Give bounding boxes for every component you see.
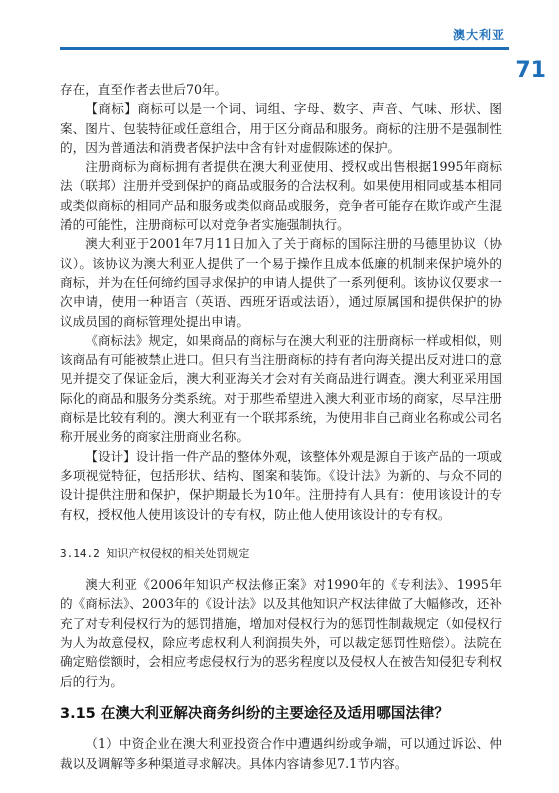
section-heading: 3.15 在澳大利亚解决商务纠纷的主要途径及适用哪国法律？ bbox=[60, 705, 449, 722]
paragraph: 注册商标为商标拥有者提供在澳大利亚使用、授权或出售根据1995年商标法（联邦）注册并受到保护的商品或服务的合法权利。如果使用相同或基本相同或类似商标的相同产品和服务或类似商品或服务，竞争者可能存在欺诈或产生混淆的可能性，注册商标可以对竞争者实施强制执行。 bbox=[60, 159, 502, 233]
header-rule bbox=[60, 47, 509, 50]
paragraph: 存在，直至作者去世后70年。 bbox=[60, 82, 228, 97]
subsection-heading: 3.14.2 知识产权侵权的相关处罚规定 bbox=[60, 546, 250, 560]
paragraph-design: 【设计】设计指一件产品的整体外观，该整体外观是源自于该产品的一项或多项视觉特征，包括形状、结构、图案和装饰。《设计法》为新的、与众不同的设计提供注册和保护，保护期最长为10年。注册持有人具有：使用该设计的专有权，授权他人使用该设计的专有权，防止他人使用该设计的专有权。 bbox=[60, 448, 502, 522]
running-header-title: 澳大利亚 bbox=[452, 28, 505, 42]
page-number: 71 bbox=[515, 58, 546, 83]
paragraph: 《商标法》规定，如果商品的商标与在澳大利亚的注册商标一样或相似，则该商品有可能被禁止进口。但只有当注册商标的持有者向海关提出反对进口的意见并提交了保证金后，澳大利亚海关才会对有关商品进行调查。澳大利亚采用国际化的商品和服务分类系统。对于那些希望进入澳大利亚市场的商家，尽早注册商标是比较有利的。澳大利亚有一个联邦系统，为使用非自己商业名称或公司名称开展业务的商家注册商业名称。 bbox=[60, 332, 502, 445]
paragraph-madrid-protocol: 澳大利亚于2001年7月11日加入了关于商标的国际注册的马德里协议（协议）。该协议为澳大利亚人提供了一个易于操作且成本低廉的机制来保护境外的商标，并为在任何缔约国寻求保护的申请人提供了一系列便利。该协议仅要求一次申请，使用一种语言（英语、西班牙语或法语），通过原属国和提供保护的协议成员国的商标管理处提出申请。 bbox=[60, 236, 502, 329]
paragraph-trademark: 【商标】商标可以是一个词、词组、字母、数字、声音、气味、形状、图案、图片、包装特征或任意组合，用于区分商品和服务。商标的注册不是强制性的，因为普通法和消费者保护法中含有针对虚假陈述的保护。 bbox=[60, 101, 502, 155]
paragraph: 澳大利亚《2006年知识产权法修正案》对1990年的《专利法》、1995年的《商标法》、2003年的《设计法》以及其他知识产权法律做了大幅修改，还补充了对专利侵权行为的惩罚措施，增加对侵权行为的惩罚性制裁规定（如侵权行为人为故意侵权，除应考虑权利人利润损失外，可以裁定惩罚性赔偿）。法院在确定赔偿额时，会相应考虑侵权行为的恶劣程度以及侵权人在被告知侵犯专利权后的行为。 bbox=[60, 577, 502, 689]
page-body bbox=[60, 80, 502, 773]
paragraph: （1）中资企业在澳大利亚投资合作中遭遇纠纷或争端，可以通过诉讼、仲裁以及调解等多种渠道寻求解决。具体内容请参见7.1节内容。 bbox=[60, 736, 502, 771]
